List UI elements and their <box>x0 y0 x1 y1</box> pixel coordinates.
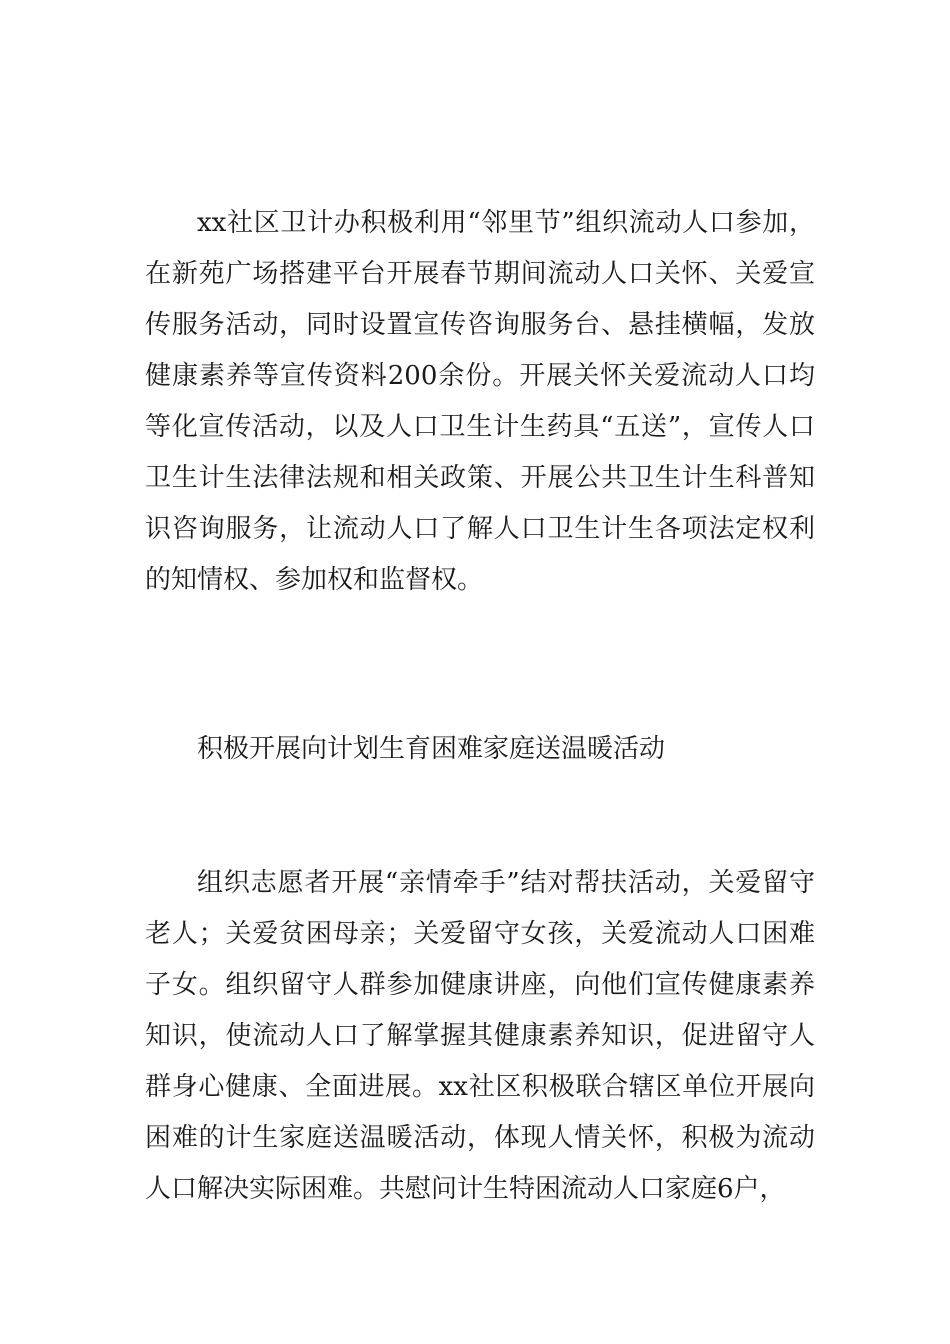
paragraph-volunteer-assistance: 组织志愿者开展“亲情牵手”结对帮扶活动，关爱留守老人；关爱贫困母亲；关爱留守女孩，关爱流动人口困难子女。组织留守人群参加健康讲座，向他们宣传健康素养知识，使流动人口了解掌握其健康素养知识，促进留守人群身心健康、全面进展。xx社区积极联合辖区单位开展向困难的计生家庭送温暖活动，体现人情关怀，积极为流动人口解决实际困难。共慰问计生特困流动人口家庭6户， <box>145 868 815 1204</box>
paragraph-outreach-activity: xx社区卫计办积极利用“邻里节”组织流动人口参加，在新苑广场搭建平台开展春节期间流动人口关怀、关爱宣传服务活动，同时设置宣传咨询服务台、悬挂横幅，发放健康素养等宣传资料200余份。开展关怀关爱流动人口均等化宣传活动，以及人口卫生计生药具“五送”，宣传人口卫生计生法律法规和相关政策、开展公共卫生计生科普知识咨询服务，让流动人口了解人口卫生计生各项法定权利的知情权、参加权和监督权。 <box>145 208 815 595</box>
section-heading: 积极开展向计划生育困难家庭送温暖活动 <box>197 734 666 764</box>
